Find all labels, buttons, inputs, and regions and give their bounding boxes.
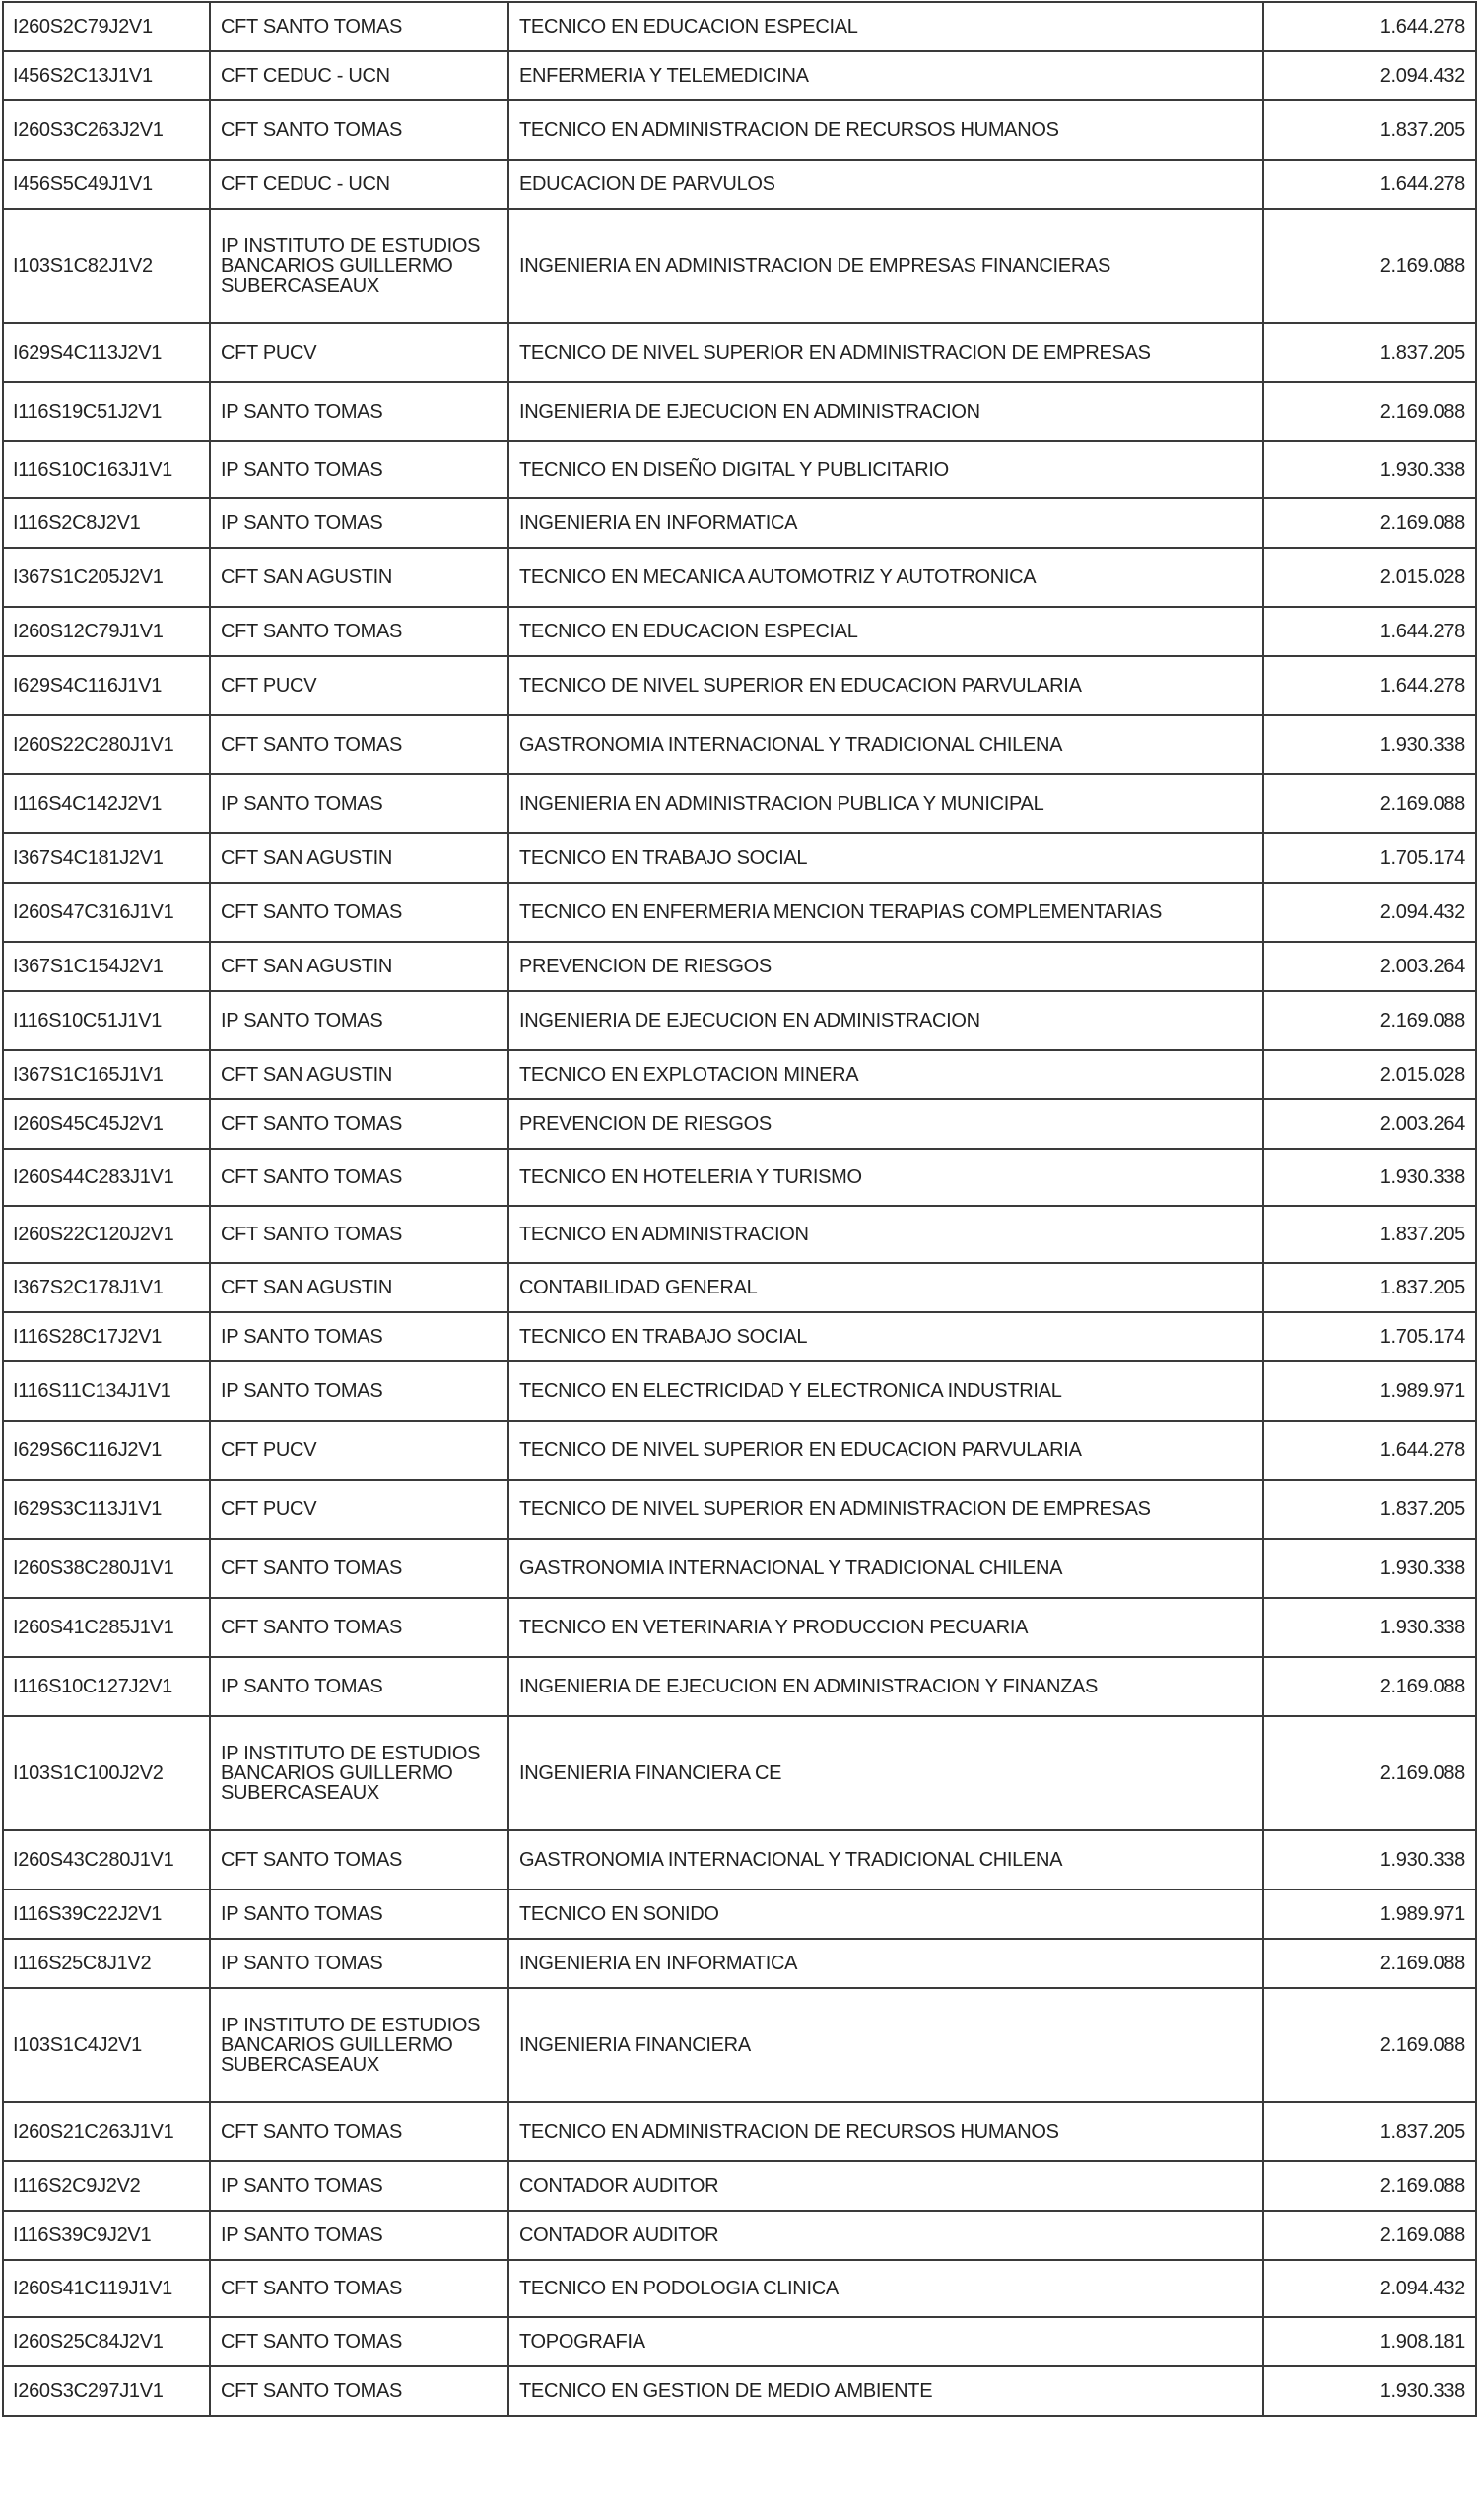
institution-cell: CFT SANTO TOMAS (210, 715, 508, 774)
program-name-cell: TECNICO DE NIVEL SUPERIOR EN EDUCACION PARVULARIA (508, 656, 1263, 715)
table-row (3, 498, 1476, 548)
table-row (3, 100, 1476, 160)
program-code-cell: I260S25C84J2V1 (3, 2317, 210, 2366)
table-row (3, 991, 1476, 1050)
table-row (3, 1421, 1476, 1480)
table-row (3, 209, 1476, 323)
program-code-cell: I260S43C280J1V1 (3, 1830, 210, 1890)
table-row (3, 382, 1476, 441)
program-code-cell: I456S5C49J1V1 (3, 160, 210, 209)
table-row (3, 441, 1476, 498)
amount-cell: 2.169.088 (1263, 2161, 1476, 2211)
institution-cell: CFT PUCV (210, 1421, 508, 1480)
program-code-cell: I116S19C51J2V1 (3, 382, 210, 441)
program-code-cell: I629S3C113J1V1 (3, 1480, 210, 1539)
amount-cell: 1.837.205 (1263, 1480, 1476, 1539)
program-name-cell: PREVENCION DE RIESGOS (508, 1099, 1263, 1149)
amount-cell: 1.644.278 (1263, 607, 1476, 656)
programs-table-body (3, 2, 1476, 2416)
institution-cell: CFT PUCV (210, 323, 508, 382)
table-row (3, 2102, 1476, 2161)
table-row (3, 2317, 1476, 2366)
table-row (3, 2366, 1476, 2416)
program-name-cell: TECNICO DE NIVEL SUPERIOR EN EDUCACION PARVULARIA (508, 1421, 1263, 1480)
program-name-cell: TECNICO EN EDUCACION ESPECIAL (508, 2, 1263, 51)
amount-cell: 1.837.205 (1263, 100, 1476, 160)
program-code-cell: I116S4C142J2V1 (3, 774, 210, 833)
institution-cell: IP SANTO TOMAS (210, 382, 508, 441)
institution-cell: CFT SANTO TOMAS (210, 2260, 508, 2317)
institution-cell: CFT PUCV (210, 656, 508, 715)
table-row (3, 883, 1476, 942)
program-name-cell: TECNICO EN HOTELERIA Y TURISMO (508, 1149, 1263, 1206)
program-code-cell: I260S47C316J1V1 (3, 883, 210, 942)
program-code-cell: I260S3C263J2V1 (3, 100, 210, 160)
amount-cell: 2.003.264 (1263, 942, 1476, 991)
table-row (3, 1598, 1476, 1657)
program-code-cell: I260S2C79J2V1 (3, 2, 210, 51)
institution-cell: CFT SANTO TOMAS (210, 1099, 508, 1149)
table-row (3, 548, 1476, 607)
program-code-cell: I629S4C113J2V1 (3, 323, 210, 382)
institution-cell: IP SANTO TOMAS (210, 1657, 508, 1716)
program-name-cell: CONTADOR AUDITOR (508, 2161, 1263, 2211)
table-row (3, 1361, 1476, 1421)
program-name-cell: ENFERMERIA Y TELEMEDICINA (508, 51, 1263, 100)
table-row (3, 1716, 1476, 1830)
program-code-cell: I367S1C205J2V1 (3, 548, 210, 607)
program-code-cell: I103S1C4J2V1 (3, 1988, 210, 2102)
table-row (3, 1657, 1476, 1716)
program-name-cell: TECNICO EN PODOLOGIA CLINICA (508, 2260, 1263, 2317)
program-code-cell: I629S4C116J1V1 (3, 656, 210, 715)
program-name-cell: CONTABILIDAD GENERAL (508, 1263, 1263, 1312)
table-row (3, 1830, 1476, 1890)
program-name-cell: PREVENCION DE RIESGOS (508, 942, 1263, 991)
amount-cell: 1.930.338 (1263, 1830, 1476, 1890)
program-name-cell: GASTRONOMIA INTERNACIONAL Y TRADICIONAL CHILENA (508, 715, 1263, 774)
institution-cell: IP SANTO TOMAS (210, 2211, 508, 2260)
table-row (3, 774, 1476, 833)
institution-cell: IP SANTO TOMAS (210, 441, 508, 498)
amount-cell: 2.094.432 (1263, 883, 1476, 942)
institution-cell: IP SANTO TOMAS (210, 774, 508, 833)
table-row (3, 1480, 1476, 1539)
institution-cell: CFT SAN AGUSTIN (210, 833, 508, 883)
program-code-cell: I116S10C51J1V1 (3, 991, 210, 1050)
institution-cell: IP SANTO TOMAS (210, 1312, 508, 1361)
program-name-cell: INGENIERIA FINANCIERA CE (508, 1716, 1263, 1830)
program-code-cell: I260S44C283J1V1 (3, 1149, 210, 1206)
program-name-cell: TECNICO EN ADMINISTRACION DE RECURSOS HUMANOS (508, 100, 1263, 160)
amount-cell: 1.644.278 (1263, 2, 1476, 51)
amount-cell: 2.169.088 (1263, 498, 1476, 548)
amount-cell: 2.169.088 (1263, 1939, 1476, 1988)
table-row (3, 1939, 1476, 1988)
program-name-cell: TECNICO EN ADMINISTRACION DE RECURSOS HUMANOS (508, 2102, 1263, 2161)
amount-cell: 2.003.264 (1263, 1099, 1476, 1149)
institution-cell: CFT SANTO TOMAS (210, 883, 508, 942)
institution-cell: CFT CEDUC - UCN (210, 160, 508, 209)
institution-cell: CFT SANTO TOMAS (210, 1206, 508, 1263)
amount-cell: 1.837.205 (1263, 1206, 1476, 1263)
programs-table (2, 1, 1477, 2417)
program-code-cell: I260S12C79J1V1 (3, 607, 210, 656)
program-code-cell: I116S11C134J1V1 (3, 1361, 210, 1421)
program-name-cell: TECNICO EN ADMINISTRACION (508, 1206, 1263, 1263)
institution-cell: CFT SAN AGUSTIN (210, 1050, 508, 1099)
amount-cell: 2.169.088 (1263, 1988, 1476, 2102)
amount-cell: 2.169.088 (1263, 774, 1476, 833)
program-code-cell: I116S10C163J1V1 (3, 441, 210, 498)
program-code-cell: I116S2C8J2V1 (3, 498, 210, 548)
program-name-cell: INGENIERIA DE EJECUCION EN ADMINISTRACION Y FINANZAS (508, 1657, 1263, 1716)
table-row (3, 1050, 1476, 1099)
program-name-cell: TECNICO EN DISEÑO DIGITAL Y PUBLICITARIO (508, 441, 1263, 498)
amount-cell: 1.644.278 (1263, 160, 1476, 209)
amount-cell: 1.837.205 (1263, 323, 1476, 382)
amount-cell: 1.930.338 (1263, 715, 1476, 774)
amount-cell: 1.930.338 (1263, 2366, 1476, 2416)
table-row (3, 1539, 1476, 1598)
institution-cell: CFT SANTO TOMAS (210, 2, 508, 51)
amount-cell: 1.705.174 (1263, 833, 1476, 883)
program-code-cell: I116S2C9J2V2 (3, 2161, 210, 2211)
institution-cell: CFT SANTO TOMAS (210, 1149, 508, 1206)
program-code-cell: I260S22C120J2V1 (3, 1206, 210, 1263)
program-code-cell: I260S21C263J1V1 (3, 2102, 210, 2161)
program-name-cell: GASTRONOMIA INTERNACIONAL Y TRADICIONAL CHILENA (508, 1539, 1263, 1598)
amount-cell: 1.644.278 (1263, 656, 1476, 715)
program-name-cell: INGENIERIA EN INFORMATICA (508, 498, 1263, 548)
program-name-cell: INGENIERIA FINANCIERA (508, 1988, 1263, 2102)
table-row (3, 2, 1476, 51)
program-code-cell: I260S41C285J1V1 (3, 1598, 210, 1657)
institution-cell: CFT SANTO TOMAS (210, 1539, 508, 1598)
program-code-cell: I260S22C280J1V1 (3, 715, 210, 774)
table-row (3, 51, 1476, 100)
amount-cell: 2.169.088 (1263, 2211, 1476, 2260)
amount-cell: 1.837.205 (1263, 2102, 1476, 2161)
table-row (3, 1099, 1476, 1149)
institution-cell: IP INSTITUTO DE ESTUDIOS BANCARIOS GUILLERMO SUBERCASEAUX (210, 1988, 508, 2102)
amount-cell: 1.930.338 (1263, 1598, 1476, 1657)
program-code-cell: I367S1C165J1V1 (3, 1050, 210, 1099)
program-code-cell: I260S41C119J1V1 (3, 2260, 210, 2317)
institution-cell: CFT SAN AGUSTIN (210, 548, 508, 607)
institution-cell: CFT PUCV (210, 1480, 508, 1539)
amount-cell: 1.989.971 (1263, 1890, 1476, 1939)
program-code-cell: I116S28C17J2V1 (3, 1312, 210, 1361)
institution-cell: CFT SANTO TOMAS (210, 607, 508, 656)
program-name-cell: INGENIERIA EN INFORMATICA (508, 1939, 1263, 1988)
program-name-cell: TECNICO EN MECANICA AUTOMOTRIZ Y AUTOTRONICA (508, 548, 1263, 607)
program-code-cell: I103S1C100J2V2 (3, 1716, 210, 1830)
institution-cell: CFT SAN AGUSTIN (210, 1263, 508, 1312)
institution-cell: IP SANTO TOMAS (210, 1890, 508, 1939)
program-name-cell: INGENIERIA EN ADMINISTRACION PUBLICA Y MUNICIPAL (508, 774, 1263, 833)
program-name-cell: TOPOGRAFIA (508, 2317, 1263, 2366)
program-name-cell: TECNICO DE NIVEL SUPERIOR EN ADMINISTRACION DE EMPRESAS (508, 323, 1263, 382)
program-code-cell: I103S1C82J1V2 (3, 209, 210, 323)
program-name-cell: TECNICO DE NIVEL SUPERIOR EN ADMINISTRACION DE EMPRESAS (508, 1480, 1263, 1539)
program-code-cell: I629S6C116J2V1 (3, 1421, 210, 1480)
program-name-cell: GASTRONOMIA INTERNACIONAL Y TRADICIONAL CHILENA (508, 1830, 1263, 1890)
table-row (3, 656, 1476, 715)
amount-cell: 2.169.088 (1263, 382, 1476, 441)
table-row (3, 2211, 1476, 2260)
table-row (3, 1890, 1476, 1939)
program-code-cell: I260S38C280J1V1 (3, 1539, 210, 1598)
amount-cell: 1.930.338 (1263, 1149, 1476, 1206)
institution-cell: CFT SANTO TOMAS (210, 100, 508, 160)
program-name-cell: TECNICO EN ELECTRICIDAD Y ELECTRONICA INDUSTRIAL (508, 1361, 1263, 1421)
table-row (3, 1312, 1476, 1361)
program-name-cell: TECNICO EN TRABAJO SOCIAL (508, 1312, 1263, 1361)
program-code-cell: I367S2C178J1V1 (3, 1263, 210, 1312)
institution-cell: CFT SANTO TOMAS (210, 1598, 508, 1657)
program-name-cell: INGENIERIA DE EJECUCION EN ADMINISTRACION (508, 382, 1263, 441)
table-row (3, 1206, 1476, 1263)
institution-cell: CFT CEDUC - UCN (210, 51, 508, 100)
amount-cell: 2.169.088 (1263, 991, 1476, 1050)
amount-cell: 2.015.028 (1263, 1050, 1476, 1099)
program-code-cell: I367S4C181J2V1 (3, 833, 210, 883)
amount-cell: 2.094.432 (1263, 51, 1476, 100)
institution-cell: IP INSTITUTO DE ESTUDIOS BANCARIOS GUILLERMO SUBERCASEAUX (210, 209, 508, 323)
program-name-cell: TECNICO EN VETERINARIA Y PRODUCCION PECUARIA (508, 1598, 1263, 1657)
table-row (3, 1263, 1476, 1312)
amount-cell: 1.705.174 (1263, 1312, 1476, 1361)
table-row (3, 942, 1476, 991)
table-row (3, 323, 1476, 382)
program-code-cell: I116S25C8J1V2 (3, 1939, 210, 1988)
institution-cell: IP SANTO TOMAS (210, 2161, 508, 2211)
program-name-cell: EDUCACION DE PARVULOS (508, 160, 1263, 209)
program-name-cell: TECNICO EN EXPLOTACION MINERA (508, 1050, 1263, 1099)
program-code-cell: I116S10C127J2V1 (3, 1657, 210, 1716)
amount-cell: 2.169.088 (1263, 1657, 1476, 1716)
institution-cell: IP SANTO TOMAS (210, 498, 508, 548)
program-code-cell: I367S1C154J2V1 (3, 942, 210, 991)
program-name-cell: INGENIERIA EN ADMINISTRACION DE EMPRESAS FINANCIERAS (508, 209, 1263, 323)
program-code-cell: I456S2C13J1V1 (3, 51, 210, 100)
table-row (3, 2161, 1476, 2211)
institution-cell: CFT SANTO TOMAS (210, 2366, 508, 2416)
institution-cell: IP INSTITUTO DE ESTUDIOS BANCARIOS GUILLERMO SUBERCASEAUX (210, 1716, 508, 1830)
table-row (3, 715, 1476, 774)
program-code-cell: I260S3C297J1V1 (3, 2366, 210, 2416)
table-row (3, 607, 1476, 656)
amount-cell: 2.094.432 (1263, 2260, 1476, 2317)
program-name-cell: TECNICO EN SONIDO (508, 1890, 1263, 1939)
table-row (3, 1988, 1476, 2102)
institution-cell: IP SANTO TOMAS (210, 1939, 508, 1988)
table-row (3, 2260, 1476, 2317)
institution-cell: CFT SAN AGUSTIN (210, 942, 508, 991)
institution-cell: CFT SANTO TOMAS (210, 2317, 508, 2366)
program-code-cell: I116S39C9J2V1 (3, 2211, 210, 2260)
amount-cell: 2.169.088 (1263, 1716, 1476, 1830)
amount-cell: 2.169.088 (1263, 209, 1476, 323)
amount-cell: 1.989.971 (1263, 1361, 1476, 1421)
program-name-cell: CONTADOR AUDITOR (508, 2211, 1263, 2260)
institution-cell: CFT SANTO TOMAS (210, 1830, 508, 1890)
table-row (3, 1149, 1476, 1206)
amount-cell: 1.930.338 (1263, 441, 1476, 498)
amount-cell: 1.644.278 (1263, 1421, 1476, 1480)
program-code-cell: I116S39C22J2V1 (3, 1890, 210, 1939)
institution-cell: IP SANTO TOMAS (210, 991, 508, 1050)
table-row (3, 833, 1476, 883)
program-name-cell: INGENIERIA DE EJECUCION EN ADMINISTRACION (508, 991, 1263, 1050)
amount-cell: 1.930.338 (1263, 1539, 1476, 1598)
program-code-cell: I260S45C45J2V1 (3, 1099, 210, 1149)
institution-cell: CFT SANTO TOMAS (210, 2102, 508, 2161)
program-name-cell: TECNICO EN TRABAJO SOCIAL (508, 833, 1263, 883)
amount-cell: 1.837.205 (1263, 1263, 1476, 1312)
program-name-cell: TECNICO EN ENFERMERIA MENCION TERAPIAS COMPLEMENTARIAS (508, 883, 1263, 942)
program-name-cell: TECNICO EN EDUCACION ESPECIAL (508, 607, 1263, 656)
institution-cell: IP SANTO TOMAS (210, 1361, 508, 1421)
amount-cell: 1.908.181 (1263, 2317, 1476, 2366)
amount-cell: 2.015.028 (1263, 548, 1476, 607)
program-name-cell: TECNICO EN GESTION DE MEDIO AMBIENTE (508, 2366, 1263, 2416)
table-row (3, 160, 1476, 209)
